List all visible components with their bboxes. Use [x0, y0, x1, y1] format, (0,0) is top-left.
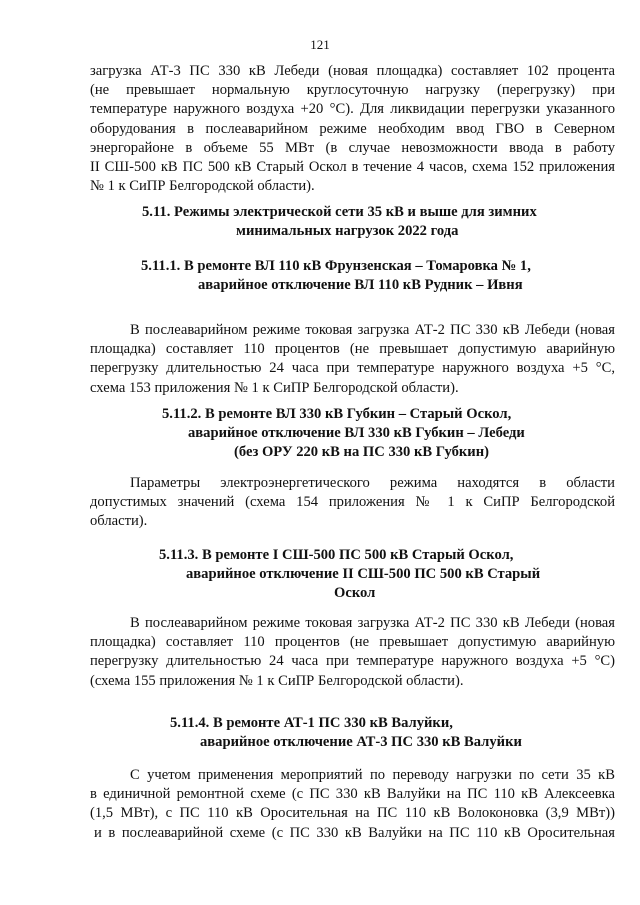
text-line: и в послеаварийной схеме (с ПС 330 кВ Валуйки на ПС 110 кВ Оросительная	[94, 824, 615, 841]
text-line: В послеаварийном режиме токовая загрузка АТ-2 ПС 330 кВ Лебеди (новая	[130, 615, 615, 631]
text-line: (1,5 МВт), с ПС 110 кВ Оросительная на ПС 110 кВ Волоконовка (3,9 МВт))	[90, 805, 615, 822]
text-line: № 1 к СиПР Белгородской области).	[90, 178, 315, 195]
text-line: перегрузку длительностью 24 часа при температуре наружного воздуха +5 °С,	[90, 360, 615, 377]
heading-line: 5.11. Режимы электрической сети 35 кВ и выше для зимних	[142, 204, 537, 220]
text-line: допустимых значений (схема 154 приложения № 1 к СиПР Белгородской	[90, 494, 615, 511]
heading-line: (без ОРУ 220 кВ на ПС 330 кВ Губкин)	[234, 444, 489, 461]
heading-line: Оскол	[334, 585, 376, 602]
page-number: 121	[310, 37, 330, 52]
paragraph-5-11-4	[90, 766, 615, 843]
text-line: в единичной ремонтной схеме (с ПС 330 кВ Валуйки на ПС 110 кВ Алексеевка	[90, 786, 615, 803]
text-line: температуре наружного воздуха +20 °С). Для ликвидации перегрузки указанного	[90, 101, 615, 118]
text-line: энергорайоне в объеме 55 МВт (в случае невозможности ввода в работу	[90, 139, 615, 156]
heading-line: аварийное отключение II СШ-500 ПС 500 кВ Старый	[186, 566, 541, 583]
section-heading-5-11-3	[90, 546, 615, 604]
paragraph-continuation	[90, 62, 615, 196]
heading-line: 5.11.4. В ремонте АТ-1 ПС 330 кВ Валуйки,	[170, 715, 453, 731]
section-heading-5-11-4	[90, 714, 615, 752]
text-line: области).	[90, 513, 148, 530]
section-heading-5-11	[90, 203, 615, 241]
text-line: площадка) составляет 110 процентов (не превышает допустимую аварийную	[90, 341, 615, 358]
text-line: схема 153 приложения № 1 к СиПР Белгородской области).	[90, 379, 459, 396]
text-line: (схема 155 приложения № 1 к СиПР Белгородской области).	[90, 672, 464, 689]
text-line: С учетом применения мероприятий по переводу нагрузки по сети 35 кВ	[130, 767, 615, 783]
text-line: Параметры электроэнергетического режима находятся в области	[130, 475, 615, 491]
section-heading-5-11-2	[90, 405, 615, 463]
heading-line: 5.11.3. В ремонте I СШ-500 ПС 500 кВ Старый Оскол,	[159, 547, 514, 563]
text-line: перегрузку длительностью 24 часа при температуре наружного воздуха +5 °С)	[90, 653, 615, 670]
heading-line: аварийное отключение ВЛ 330 кВ Губкин – Лебеди	[188, 425, 525, 442]
paragraph-5-11-3	[90, 614, 615, 691]
paragraph-5-11-2	[90, 474, 615, 532]
section-heading-5-11-1	[90, 257, 615, 295]
text-line: В послеаварийном режиме токовая загрузка АТ-2 ПС 330 кВ Лебеди (новая	[130, 322, 615, 338]
text-line: II СШ-500 кВ ПС 500 кВ Старый Оскол в течение 4 часов, схема 152 приложения	[90, 159, 615, 176]
heading-line: 5.11.1. В ремонте ВЛ 110 кВ Фрунзенская – Томаровка № 1,	[141, 258, 531, 274]
text-line: (не превышает нормальную круглосуточную нагрузку (перегрузку) при	[90, 82, 615, 99]
paragraph-5-11-1	[90, 321, 615, 398]
heading-line: минимальных нагрузок 2022 года	[236, 223, 459, 240]
heading-line: аварийное отключение ВЛ 110 кВ Рудник – Ивня	[198, 277, 523, 294]
text-line: оборудования в послеаварийном режиме необходим ввод ГВО в Северном	[90, 120, 615, 137]
heading-line: 5.11.2. В ремонте ВЛ 330 кВ Губкин – Старый Оскол,	[162, 406, 512, 422]
text-line: загрузка АТ-3 ПС 330 кВ Лебеди (новая площадка) составляет 102 процента	[90, 63, 615, 79]
heading-line: аварийное отключение АТ-3 ПС 330 кВ Валуйки	[200, 734, 522, 751]
text-line: площадка) составляет 110 процентов (не превышает допустимую аварийную	[90, 634, 615, 651]
